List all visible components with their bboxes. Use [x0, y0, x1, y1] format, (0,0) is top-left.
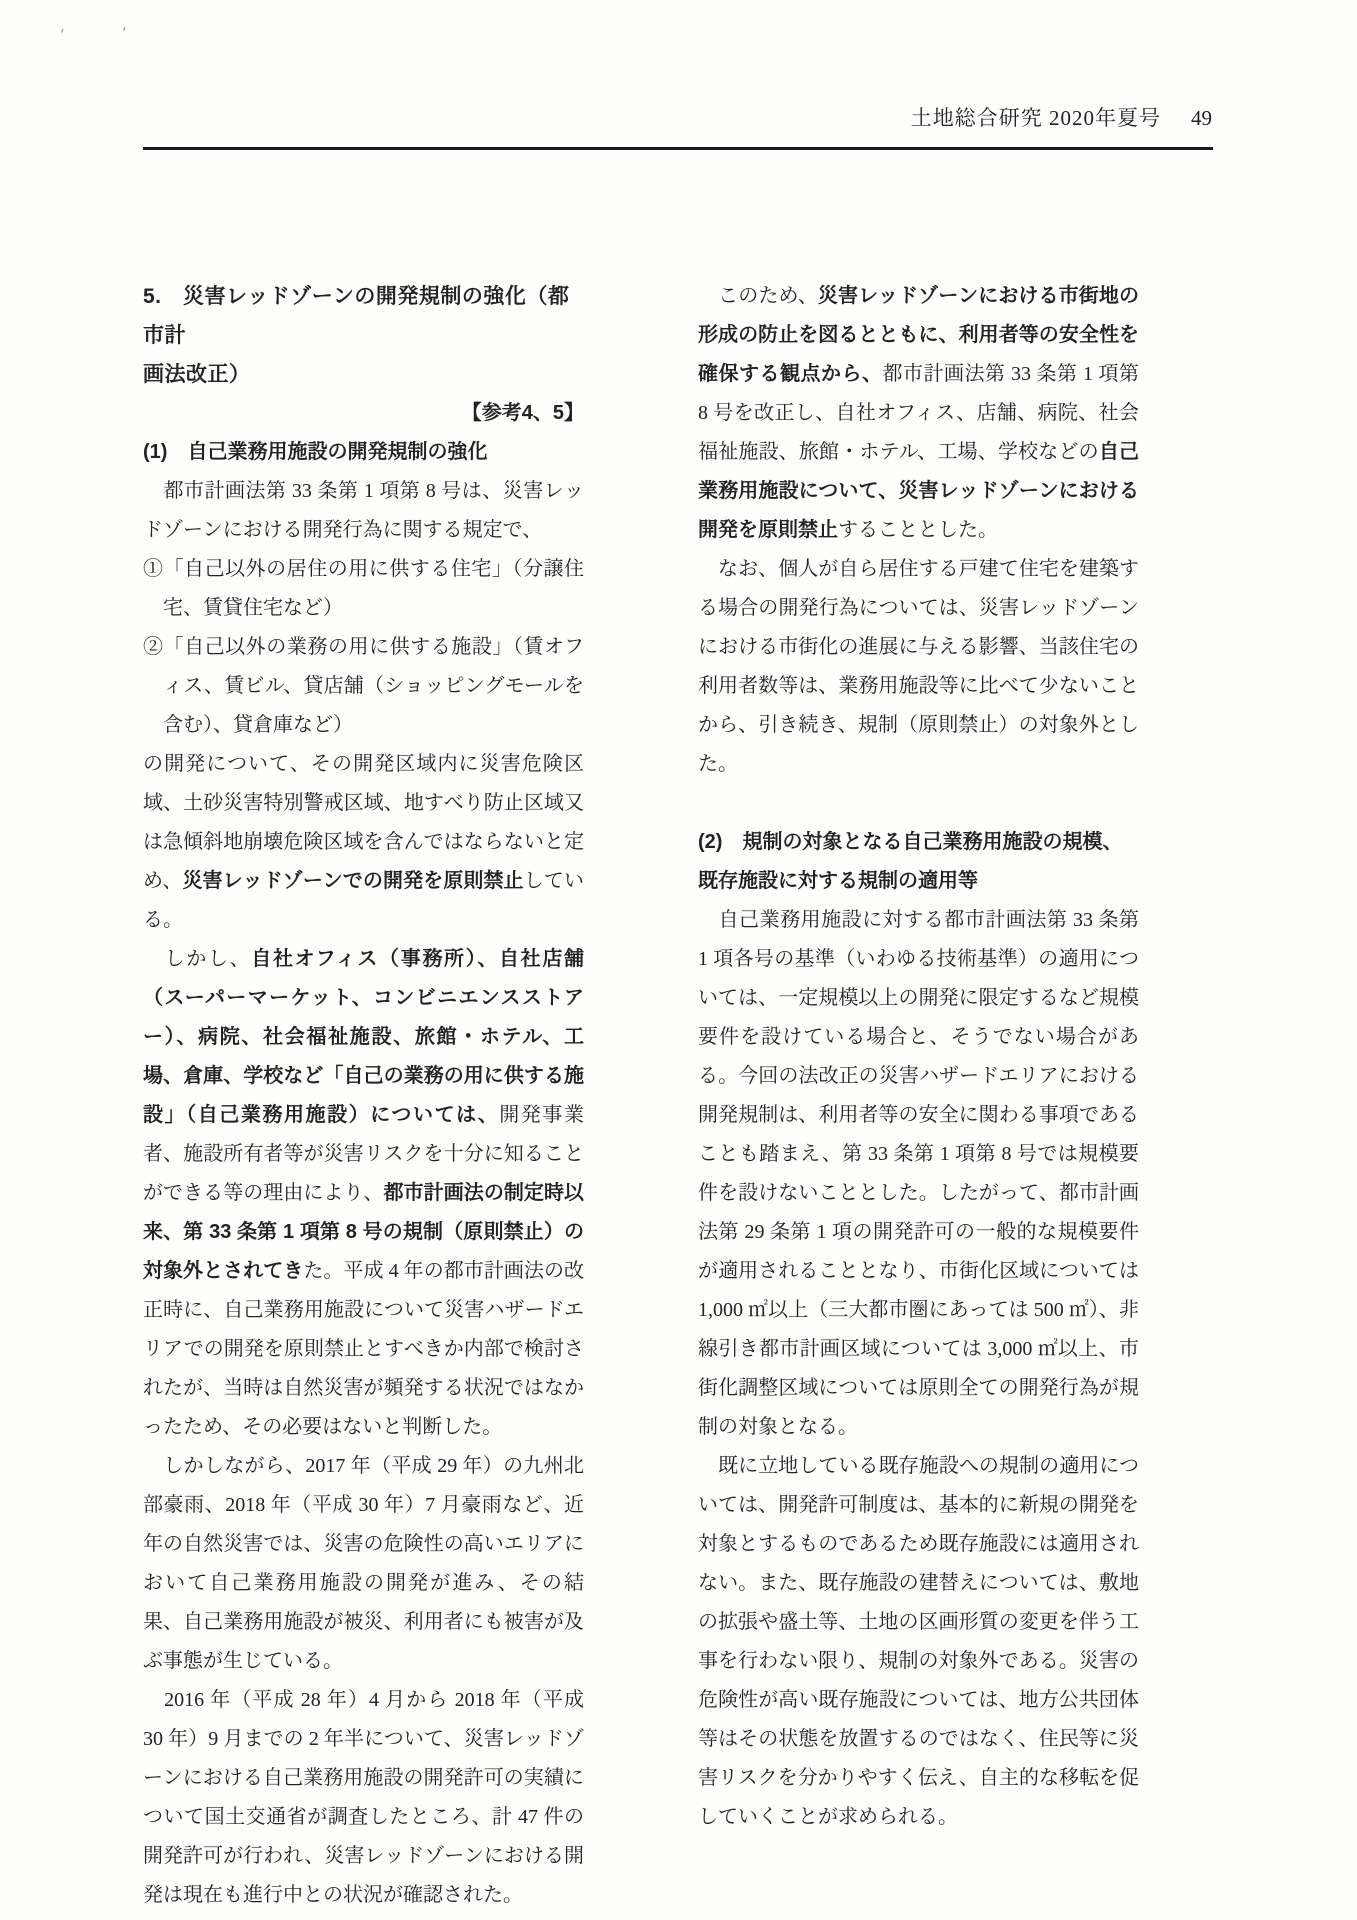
- text-segment: 都市計画法第 33 条第 1 項第 8 号を改正し、自社オフィス、店舗、病院、社会福祉施設、旅館・ホテル、工場、学校などの: [698, 363, 1139, 463]
- text-segment: しかし、: [143, 948, 252, 970]
- paragraph: [698, 1447, 1139, 1837]
- list-item: [143, 628, 584, 745]
- text-segment: 自己業務用施設に対する都市計画法第 33 条第 1 項各号の基準（いわゆる技術基準）の適用については、一定規模以上の開発に限定するなど規模要件を設けている場合と、そうでない場合がある。今回の法改正の災害ハザードエリアにおける開発規制は、利用者等の安全に関わる事項であることも踏まえ、第 33 条第 1 項第 8 号では規模要件を設けないこととした。したがって、都市計画法第 29 条第 1 項の開発許可の一般的な規模要件が適用されることとなり、市街化区域については 1,000 ㎡以上（三大都市圏にあっては 500 ㎡）、非線引き都市計画区域については 3,000 ㎡以上、市街化調整区域については原則全ての開発行為が規制の対象となる。: [698, 909, 1139, 1438]
- paragraph: [698, 277, 1139, 550]
- paragraph: [143, 1447, 584, 1681]
- paragraph-spacer: [698, 784, 1139, 823]
- text-segment: なお、個人が自ら居住する戸建て住宅を建築する場合の開発行為については、災害レッドゾーンにおける市街化の進展に与える影響、当該住宅の利用者数等は、業務用施設等に比べて少ないことから、引き続き、規制（原則禁止）の対象外とした。: [698, 558, 1139, 775]
- text-segment: の開発について、その開発区域内に災害危険区域、土砂災害特別警戒区域、地すべり防止区域又は急傾斜地崩壊危険区域を含んではならないと定め、: [143, 753, 584, 892]
- paragraph: [143, 1681, 584, 1915]
- text-segment: 2016 年（平成 28 年）4 月から 2018 年（平成 30 年）9 月までの 2 年半について、災害レッドゾーンにおける自己業務用施設の開発許可の実績について国土交通省が調査したところ、計 47 件の開発許可が行われ、災害レッドゾーンにおける開発は現在も進行中との状況が確認された。: [143, 1689, 584, 1906]
- text-segment: このため、: [698, 285, 818, 307]
- list-item: [143, 550, 584, 628]
- paragraph: [143, 940, 584, 1447]
- subsection-heading: (2) 規制の対象となる自己業務用施設の規模、既存施設に対する規制の適用等: [698, 831, 1123, 892]
- paragraph: [698, 901, 1139, 1447]
- text-segment: ②「自己以外の業務の用に供する施設」（賃オフィス、賃ビル、貸店舗（ショッピングモールを含む）、貸倉庫など）: [143, 636, 584, 736]
- emphasis-text-segment: 災害レッドゾーンでの開発を原則禁止: [182, 870, 524, 892]
- emphasis-text-segment: 災害レッドゾーンにおける市街地の形成の防止を図るとともに、利用者等の安全性を確保する観点から、: [698, 285, 1139, 385]
- text-segment: 開発事業者、施設所有者等が災害リスクを十分に知ることができる等の理由により、: [143, 1104, 585, 1204]
- text-segment: 都市計画法第 33 条第 1 項第 8 号は、災害レッドゾーンにおける開発行為に関する規定で、: [143, 480, 584, 541]
- paragraph: [698, 550, 1139, 784]
- emphasis-text-segment: 自社オフィス（事務所）、自社店舗（スーパーマーケット、コンビニエンスストアー）、病院、社会福祉施設、旅館・ホテル、工場、倉庫、学校など「自己の業務の用に供する施設」（自己業務用施設）については、: [143, 948, 584, 1126]
- text-segment: ①「自己以外の居住の用に供する住宅」（分譲住宅、賃貸住宅など）: [143, 558, 584, 619]
- section-heading: 5. 災害レッドゾーンの開発規制の強化（都市計 画法改正）: [143, 285, 570, 386]
- text-segment: しかしながら、2017 年（平成 29 年）の九州北部豪雨、2018 年（平成 30 年）7 月豪雨など、近年の自然災害では、災害の危険性の高いエリアにおいて自己業務用施設の開発が進み、その結果、自己業務用施設が被災、利用者にも被害が及ぶ事態が生じている。: [143, 1455, 584, 1672]
- page-header: [911, 102, 1212, 132]
- subsection-heading: (1) 自己業務用施設の開発規制の強化: [143, 441, 488, 463]
- reference-note: 【参考4、5】: [461, 402, 584, 424]
- page-number: 49: [1191, 106, 1212, 130]
- header-rule: [143, 147, 1213, 150]
- emphasis-text-segment: 自己業務用施設について、災害レッドゾーンにおける開発を原則禁止: [698, 441, 1139, 541]
- paragraph: [143, 472, 584, 550]
- two-column-text: [143, 277, 1213, 1915]
- text-segment: た。平成 4 年の都市計画法の改正時に、自己業務用施設について災害ハザードエリアでの開発を原則禁止とすべきか内部で検討されたが、当時は自然災害が頻発する状況ではなかったため、その必要はないと判断した。: [143, 1260, 585, 1438]
- scan-artifact-mark: ʻ: [122, 24, 127, 42]
- text-segment: することとした。: [838, 519, 998, 541]
- text-segment: 既に立地している既存施設への規制の適用については、開発許可制度は、基本的に新規の開発を対象とするものであるため既存施設には適用されない。また、既存施設の建替えについては、敷地の拡張や盛土等、土地の区画形質の変更を伴う工事を行わない限り、規制の対象外である。災害の危険性が高い既存施設については、地方公共団体等はその状態を放置するのではなく、住民等に災害リスクを分かりやすく伝え、自主的な移転を促していくことが求められる。: [698, 1455, 1139, 1828]
- scan-artifact-mark: ʻ: [60, 26, 65, 44]
- journal-title: 土地総合研究 2020年夏号: [910, 106, 1161, 130]
- text-segment: している。: [143, 870, 585, 931]
- emphasis-text-segment: 都市計画法の制定時以来、第 33 条第 1 項第 8 号の規制（原則禁止）の対象外とされてき: [143, 1182, 585, 1282]
- column-right: [698, 277, 1139, 1915]
- paragraph: [143, 745, 584, 940]
- column-left: [143, 277, 584, 1915]
